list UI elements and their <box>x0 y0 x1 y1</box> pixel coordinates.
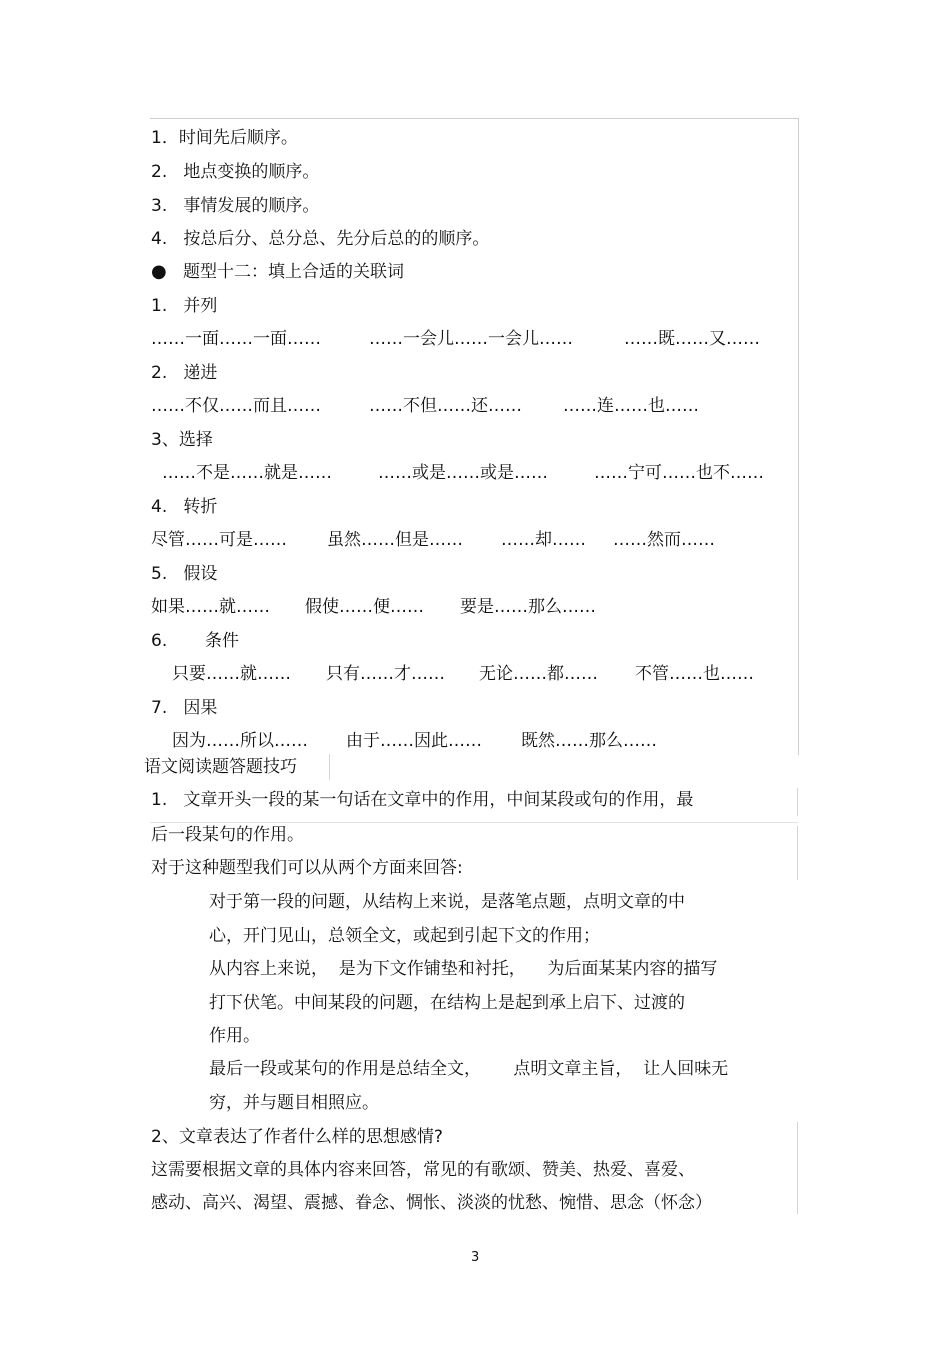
answer-paragraph: 心，开门见山，总领全文，或起到引起下文的作用； <box>209 926 600 946</box>
answer-paragraph: 打下伏笔。中间某段的问题，在结构上是起到承上启下、过渡的 <box>209 993 685 1013</box>
order-item-2: 2. 地点变换的顺序。 <box>151 162 320 182</box>
category-label: 5. 假设 <box>151 564 218 584</box>
answer-paragraph: 这需要根据文章的具体内容来回答，常见的有歌颂、赞美、热爱、喜爱、 <box>151 1160 695 1180</box>
category-label: 7. 因果 <box>151 698 218 718</box>
conjunction-example: 无论……都…… <box>479 664 598 684</box>
answer-paragraph: 作用。 <box>209 1026 260 1046</box>
conjunction-example: ……一面……一面…… <box>151 329 321 349</box>
order-item-4: 4. 按总后分、总分总、先分后总的的顺序。 <box>151 229 490 249</box>
table-divider <box>329 754 330 780</box>
conjunction-example: ……一会儿……一会儿…… <box>369 329 573 349</box>
category-label: 3、选择 <box>151 430 213 450</box>
conjunction-example: 只要……就…… <box>172 664 291 684</box>
conjunction-example: 要是……那么…… <box>460 597 596 617</box>
conjunction-example: 不管……也…… <box>635 664 754 684</box>
conjunction-example: ……然而…… <box>613 530 715 550</box>
conjunction-example: 既然……那么…… <box>521 731 657 751</box>
category-label: 6. 条件 <box>151 631 240 651</box>
conjunction-example: ……不仅……而且…… <box>151 396 321 416</box>
table-divider <box>797 788 798 816</box>
conjunction-example: ……既……又…… <box>624 329 760 349</box>
conjunction-example: ……却…… <box>501 530 586 550</box>
conjunction-example: 由于……因此…… <box>346 731 482 751</box>
conjunction-example: ……或是……或是…… <box>378 463 548 483</box>
section-heading: 题型十二：填上合适的关联词 <box>183 262 404 282</box>
conjunction-example: 因为……所以…… <box>172 731 308 751</box>
conjunction-example: ……宁可……也不…… <box>594 463 764 483</box>
answer-paragraph: 对于第一段的问题，从结构上来说，是落笔点题，点明文章的中 <box>209 892 685 912</box>
table-divider <box>797 1122 798 1214</box>
answer-paragraph: 从内容上来说， 是为下文作铺垫和衬托， 为后面某某内容的描写 <box>209 959 718 979</box>
conjunction-example: 如果……就…… <box>151 597 270 617</box>
conjunction-example: 假使……便…… <box>305 597 424 617</box>
conjunction-example: ……不是……就是…… <box>162 463 332 483</box>
answer-intro: 对于这种题型我们可以从两个方面来回答: <box>151 858 463 878</box>
section-title: 语文阅读题答题技巧 <box>144 757 297 777</box>
order-item-1: 1．时间先后顺序。 <box>151 128 298 148</box>
answer-paragraph: 穷，并与题目相照应。 <box>209 1093 379 1113</box>
conjunction-example: 尽管……可是…… <box>151 530 287 550</box>
table-divider <box>150 822 798 823</box>
category-label: 2. 递进 <box>151 363 218 383</box>
conjunction-example: ……不但……还…… <box>369 396 522 416</box>
answer-paragraph: 感动、高兴、渴望、震撼、眷念、惆怅、淡淡的忧愁、惋惜、思念（怀念） <box>151 1193 712 1213</box>
category-label: 1. 并列 <box>151 296 218 316</box>
page-number: 3 <box>471 1250 480 1265</box>
table-divider <box>797 826 798 880</box>
conjunction-example: 只有……才…… <box>326 664 445 684</box>
conjunction-example: 虽然……但是…… <box>327 530 463 550</box>
order-item-3: 3. 事情发展的顺序。 <box>151 196 320 216</box>
answer-paragraph: 最后一段或某句的作用是总结全文， 点明文章主旨， 让人回味无 <box>209 1059 729 1079</box>
bullet-icon: ● <box>151 261 167 282</box>
conjunction-example: ……连……也…… <box>563 396 699 416</box>
category-label: 4. 转折 <box>151 497 218 517</box>
question-1-cont: 后一段某句的作用。 <box>151 825 304 845</box>
question-1: 1. 文章开头一段的某一句话在文章中的作用，中间某段或句的作用，最 <box>151 790 694 810</box>
question-2: 2、文章表达了作者什么样的思想感情? <box>151 1127 443 1147</box>
